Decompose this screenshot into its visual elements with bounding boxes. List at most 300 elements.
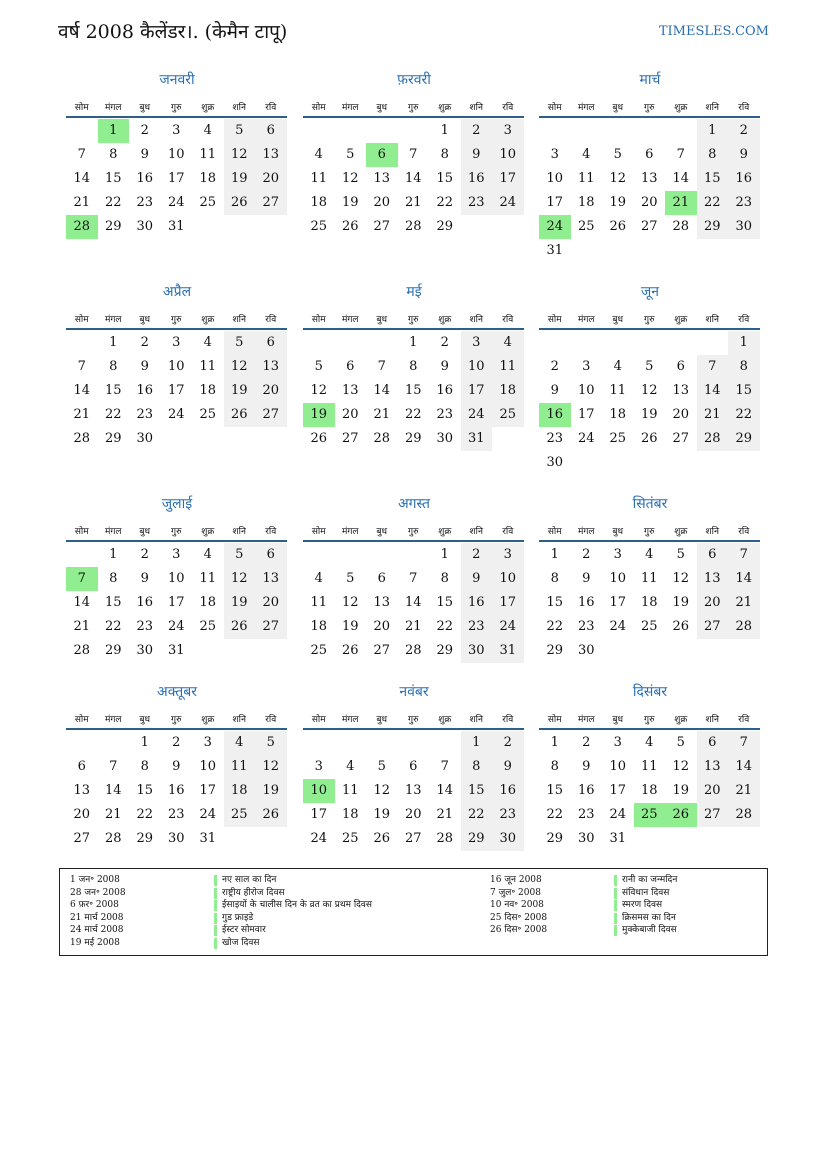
day-cell: 15 — [436, 171, 454, 186]
day-cell: 14 — [728, 755, 760, 779]
day-cell: 21 — [728, 779, 760, 803]
day-cell: 20 — [672, 407, 690, 422]
day-cell: 11 — [577, 171, 595, 186]
weekday-header — [303, 310, 524, 330]
day-cell: 17 — [310, 807, 328, 822]
day-cell: 25 — [341, 831, 359, 846]
holiday-date: 10 नव॰ 2008 — [490, 900, 544, 910]
weekday-label: शनि — [232, 315, 246, 325]
day-cell: 9 — [461, 143, 493, 167]
day-cell: 27 — [697, 615, 729, 639]
day-cell: 17 — [167, 383, 185, 398]
weekday-label: सोम — [311, 103, 326, 113]
weekday-label: गुरु — [171, 103, 182, 113]
day-cell-holiday: 28 — [66, 215, 98, 239]
day-cell: 18 — [341, 807, 359, 822]
holiday-marker — [214, 875, 217, 886]
day-cell: 8 — [550, 759, 559, 774]
day-cell: 26 — [341, 643, 359, 658]
day-cell: 23 — [136, 195, 154, 210]
site-link[interactable]: TIMESLES.COM — [658, 24, 769, 39]
day-cell: 3 — [492, 119, 524, 143]
day-cell: 4 — [645, 735, 654, 750]
weekday-header — [303, 710, 524, 730]
weekday-label: गुरु — [644, 527, 655, 537]
month-name: अक्तूबर — [157, 684, 197, 700]
day-cell: 31 — [492, 639, 524, 663]
day-cell: 27 — [697, 803, 729, 827]
day-cell: 8 — [109, 359, 118, 374]
day-cell: 9 — [492, 755, 524, 779]
day-cell: 8 — [109, 147, 118, 162]
day-cell: 14 — [104, 783, 122, 798]
weekday-label: सोम — [74, 715, 89, 725]
day-cell-holiday: 26 — [665, 803, 697, 827]
day-cell: 18 — [199, 383, 217, 398]
day-cell: 10 — [167, 571, 185, 586]
day-cell: 8 — [109, 571, 118, 586]
weekday-label: सोम — [547, 527, 562, 537]
holiday-marker — [614, 888, 617, 899]
day-cell: 6 — [255, 543, 287, 567]
day-cell: 20 — [697, 591, 729, 615]
day-cell: 10 — [577, 383, 595, 398]
month-name: जून — [640, 284, 660, 300]
day-cell: 27 — [672, 431, 690, 446]
weekday-header — [539, 710, 760, 730]
day-cell: 10 — [167, 359, 185, 374]
day-cell: 5 — [645, 359, 654, 374]
day-cell: 29 — [728, 427, 760, 451]
weekday-label: गुरु — [171, 715, 182, 725]
weekday-label: शनि — [469, 527, 483, 537]
day-cell: 20 — [255, 167, 287, 191]
day-cell: 30 — [167, 831, 185, 846]
day-cell: 11 — [199, 147, 217, 162]
day-cell: 1 — [109, 547, 118, 562]
day-cell: 13 — [404, 783, 422, 798]
day-cell: 15 — [104, 595, 122, 610]
day-cell: 13 — [640, 171, 658, 186]
weekday-label: रवि — [738, 315, 750, 325]
day-cell: 29 — [104, 643, 122, 658]
day-cell: 24 — [310, 831, 328, 846]
day-cell: 11 — [199, 359, 217, 374]
weekday-label: शुक्र — [201, 527, 215, 537]
day-cell: 21 — [404, 195, 422, 210]
month-name: अप्रैल — [162, 284, 192, 300]
holiday-name: संविधान दिवस — [622, 887, 670, 898]
day-cell: 7 — [728, 543, 760, 567]
weekday-label: गुरु — [644, 103, 655, 113]
day-cell: 18 — [199, 171, 217, 186]
day-cell: 16 — [436, 383, 454, 398]
month-name: नवंबर — [399, 684, 429, 700]
weekday-label: बुध — [612, 315, 624, 325]
day-cell: 4 — [224, 731, 256, 755]
holiday-date: 1 जन॰ 2008 — [70, 875, 120, 885]
day-cell: 29 — [136, 831, 154, 846]
day-cell: 3 — [492, 543, 524, 567]
month-name: सितंबर — [632, 496, 668, 512]
day-cell: 4 — [613, 359, 622, 374]
day-cell: 9 — [440, 359, 449, 374]
day-cell-holiday: 10 — [303, 779, 335, 803]
weekday-header — [303, 98, 524, 118]
day-cell: 3 — [172, 547, 181, 562]
day-cell: 27 — [255, 615, 287, 639]
day-cell: 29 — [697, 215, 729, 239]
day-cell: 24 — [167, 407, 185, 422]
day-cell: 1 — [440, 547, 449, 562]
day-cell: 2 — [728, 119, 760, 143]
day-cell: 9 — [140, 359, 149, 374]
day-cell: 12 — [373, 783, 391, 798]
day-cell: 7 — [440, 759, 449, 774]
day-cell: 29 — [546, 643, 564, 658]
day-cell: 4 — [203, 123, 212, 138]
day-cell: 2 — [550, 359, 559, 374]
day-cell: 20 — [697, 779, 729, 803]
day-cell: 19 — [224, 379, 256, 403]
day-cell: 23 — [546, 431, 564, 446]
day-cell: 7 — [377, 359, 386, 374]
day-cell: 21 — [73, 195, 91, 210]
weekday-label: गुरु — [644, 315, 655, 325]
weekday-label: मंगल — [104, 103, 122, 113]
day-cell: 24 — [492, 615, 524, 639]
day-cell: 4 — [203, 335, 212, 350]
day-cell: 19 — [255, 779, 287, 803]
weekday-label: रवि — [738, 103, 750, 113]
day-cell: 11 — [224, 755, 256, 779]
day-cell: 27 — [373, 643, 391, 658]
day-cell: 3 — [613, 547, 622, 562]
day-cell: 22 — [436, 195, 454, 210]
day-cell: 2 — [172, 735, 181, 750]
day-cell: 23 — [577, 619, 595, 634]
weekday-label: शनि — [705, 103, 719, 113]
day-cell: 17 — [167, 171, 185, 186]
weekday-label: बुध — [612, 103, 624, 113]
day-cell: 27 — [255, 191, 287, 215]
day-cell: 20 — [640, 195, 658, 210]
day-cell: 22 — [728, 403, 760, 427]
day-cell: 19 — [341, 195, 359, 210]
day-cell: 12 — [672, 571, 690, 586]
day-cell: 9 — [550, 383, 559, 398]
day-cell: 2 — [140, 547, 149, 562]
weekday-label: बुध — [139, 715, 151, 725]
day-cell: 14 — [73, 171, 91, 186]
day-cell: 24 — [167, 619, 185, 634]
day-cell: 21 — [104, 807, 122, 822]
day-cell: 4 — [314, 571, 323, 586]
weekday-label: बुध — [612, 715, 624, 725]
weekday-label: शनि — [232, 103, 246, 113]
day-cell: 7 — [109, 759, 118, 774]
day-cell: 17 — [546, 195, 564, 210]
weekday-label: शनि — [232, 527, 246, 537]
day-cell: 15 — [104, 383, 122, 398]
day-cell: 14 — [73, 595, 91, 610]
day-cell: 19 — [224, 591, 256, 615]
day-cell: 21 — [73, 407, 91, 422]
day-cell: 22 — [404, 407, 422, 422]
day-cell: 6 — [676, 359, 685, 374]
weekday-label: शनि — [705, 715, 719, 725]
day-cell: 23 — [461, 615, 493, 639]
day-cell: 22 — [697, 191, 729, 215]
weekday-header — [66, 310, 287, 330]
weekday-label: गुरु — [408, 315, 419, 325]
day-cell: 27 — [373, 219, 391, 234]
day-cell: 20 — [73, 807, 91, 822]
day-cell: 9 — [582, 571, 591, 586]
day-cell: 16 — [728, 167, 760, 191]
day-cell: 30 — [546, 455, 564, 470]
month-name: अगस्त — [397, 496, 430, 512]
day-cell: 24 — [577, 431, 595, 446]
weekday-header — [66, 710, 287, 730]
day-cell: 5 — [224, 119, 256, 143]
day-cell: 24 — [199, 807, 217, 822]
day-cell: 28 — [672, 219, 690, 234]
day-cell: 16 — [577, 595, 595, 610]
holiday-date: 16 जून 2008 — [490, 875, 542, 885]
day-cell: 5 — [346, 147, 355, 162]
day-cell: 26 — [310, 431, 328, 446]
day-cell: 23 — [461, 191, 493, 215]
weekday-label: रवि — [738, 715, 750, 725]
day-cell: 20 — [373, 195, 391, 210]
day-cell: 13 — [255, 355, 287, 379]
day-cell: 13 — [73, 783, 91, 798]
day-cell: 29 — [436, 643, 454, 658]
day-cell: 24 — [461, 403, 493, 427]
day-cell: 20 — [404, 807, 422, 822]
weekday-header — [539, 522, 760, 542]
day-cell: 25 — [492, 403, 524, 427]
day-cell: 13 — [373, 595, 391, 610]
weekday-label: सोम — [547, 315, 562, 325]
weekday-label: गुरु — [408, 715, 419, 725]
day-cell: 12 — [224, 355, 256, 379]
holiday-name: ईस्टर सोमवार — [222, 925, 266, 935]
day-cell: 23 — [167, 807, 185, 822]
day-cell: 23 — [436, 407, 454, 422]
day-cell: 27 — [640, 219, 658, 234]
weekday-label: शनि — [705, 527, 719, 537]
day-cell: 26 — [640, 431, 658, 446]
holiday-marker — [214, 888, 217, 899]
day-cell: 28 — [373, 431, 391, 446]
day-cell: 7 — [77, 147, 86, 162]
day-cell: 4 — [314, 147, 323, 162]
day-cell: 29 — [461, 827, 493, 851]
day-cell: 2 — [582, 547, 591, 562]
day-cell: 12 — [609, 171, 627, 186]
day-cell: 15 — [546, 783, 564, 798]
day-cell: 23 — [136, 407, 154, 422]
day-cell: 6 — [255, 331, 287, 355]
day-cell: 20 — [255, 591, 287, 615]
month-name: फ़रवरी — [397, 72, 431, 88]
weekday-label: बुध — [376, 103, 388, 113]
weekday-label: बुध — [376, 315, 388, 325]
holiday-date: 21 मार्च 2008 — [70, 912, 124, 923]
day-cell: 7 — [409, 147, 418, 162]
month-name: मार्च — [639, 72, 661, 88]
day-cell: 30 — [136, 431, 154, 446]
day-cell: 20 — [341, 407, 359, 422]
day-cell: 19 — [672, 595, 690, 610]
day-cell: 10 — [492, 143, 524, 167]
weekday-header — [66, 98, 287, 118]
weekday-label: शुक्र — [438, 103, 452, 113]
day-cell: 23 — [577, 807, 595, 822]
day-cell: 26 — [373, 831, 391, 846]
day-cell: 3 — [550, 147, 559, 162]
holiday-marker — [214, 900, 217, 911]
weekday-header — [303, 522, 524, 542]
day-cell: 29 — [546, 831, 564, 846]
holiday-date: 26 दिस॰ 2008 — [490, 925, 548, 935]
day-cell: 6 — [645, 147, 654, 162]
day-cell: 19 — [640, 407, 658, 422]
day-cell: 6 — [77, 759, 86, 774]
day-cell: 7 — [697, 355, 729, 379]
holiday-date: 7 जुल॰ 2008 — [490, 887, 541, 898]
day-cell: 1 — [728, 331, 760, 355]
day-cell: 30 — [492, 827, 524, 851]
day-cell: 29 — [436, 219, 454, 234]
day-cell: 7 — [676, 147, 685, 162]
day-cell: 15 — [436, 595, 454, 610]
day-cell: 29 — [104, 219, 122, 234]
day-cell: 3 — [172, 335, 181, 350]
weekday-label: गुरु — [408, 103, 419, 113]
day-cell: 25 — [577, 219, 595, 234]
day-cell-holiday: 19 — [303, 403, 335, 427]
day-cell: 17 — [199, 783, 217, 798]
day-cell: 12 — [310, 383, 328, 398]
day-cell: 8 — [140, 759, 149, 774]
day-cell: 29 — [104, 431, 122, 446]
holiday-marker — [214, 938, 217, 949]
day-cell: 16 — [461, 591, 493, 615]
weekday-label: शुक्र — [674, 715, 688, 725]
day-cell: 6 — [255, 119, 287, 143]
day-cell: 26 — [224, 403, 256, 427]
weekday-label: सोम — [311, 715, 326, 725]
day-cell-holiday: 7 — [66, 567, 98, 591]
day-cell: 5 — [377, 759, 386, 774]
day-cell: 22 — [546, 619, 564, 634]
weekday-label: मंगल — [104, 315, 122, 325]
day-cell: 6 — [346, 359, 355, 374]
day-cell: 11 — [640, 571, 658, 586]
day-cell: 8 — [550, 571, 559, 586]
day-cell: 11 — [609, 383, 627, 398]
day-cell: 2 — [440, 335, 449, 350]
day-cell-holiday: 16 — [539, 403, 571, 427]
day-cell: 30 — [461, 639, 493, 663]
day-cell: 15 — [728, 379, 760, 403]
day-cell: 8 — [409, 359, 418, 374]
weekday-label: रवि — [265, 103, 277, 113]
day-cell: 9 — [172, 759, 181, 774]
holiday-name: मुक्केबाजी दिवस — [622, 925, 677, 935]
day-cell: 1 — [140, 735, 149, 750]
day-cell: 18 — [310, 195, 328, 210]
day-cell: 2 — [140, 123, 149, 138]
day-cell: 21 — [73, 619, 91, 634]
day-cell: 26 — [341, 219, 359, 234]
day-cell: 21 — [436, 807, 454, 822]
holiday-marker — [214, 925, 217, 936]
day-cell: 12 — [224, 567, 256, 591]
holiday-marker — [614, 900, 617, 911]
day-cell: 2 — [461, 543, 493, 567]
weekday-header — [539, 98, 760, 118]
day-cell: 1 — [409, 335, 418, 350]
day-cell: 19 — [609, 195, 627, 210]
day-cell: 11 — [640, 759, 658, 774]
day-cell: 14 — [697, 379, 729, 403]
holiday-name: क्रिसमस का दिन — [622, 912, 676, 923]
day-cell-holiday: 24 — [539, 215, 571, 239]
day-cell: 14 — [373, 383, 391, 398]
weekday-label: शुक्र — [438, 527, 452, 537]
day-cell: 25 — [609, 431, 627, 446]
weekday-label: गुरु — [408, 527, 419, 537]
day-cell: 10 — [199, 759, 217, 774]
day-cell: 15 — [697, 167, 729, 191]
day-cell: 6 — [697, 731, 729, 755]
weekday-label: शनि — [705, 315, 719, 325]
day-cell: 27 — [404, 831, 422, 846]
weekday-label: मंगल — [577, 103, 595, 113]
day-cell: 5 — [613, 147, 622, 162]
day-cell: 21 — [404, 619, 422, 634]
weekday-label: गुरु — [171, 315, 182, 325]
day-cell: 11 — [492, 355, 524, 379]
day-cell: 26 — [255, 803, 287, 827]
day-cell: 9 — [140, 571, 149, 586]
day-cell: 5 — [346, 571, 355, 586]
day-cell: 11 — [341, 783, 359, 798]
day-cell: 4 — [346, 759, 355, 774]
day-cell: 15 — [104, 171, 122, 186]
day-cell: 13 — [255, 567, 287, 591]
day-cell: 28 — [404, 643, 422, 658]
day-cell: 8 — [697, 143, 729, 167]
weekday-label: गुरु — [644, 715, 655, 725]
day-cell: 28 — [728, 615, 760, 639]
day-cell: 19 — [672, 783, 690, 798]
day-cell: 1 — [697, 119, 729, 143]
day-cell: 4 — [492, 331, 524, 355]
day-cell: 1 — [550, 547, 559, 562]
weekday-label: रवि — [502, 715, 514, 725]
holiday-date: 28 जन॰ 2008 — [70, 887, 126, 898]
day-cell: 2 — [582, 735, 591, 750]
day-cell: 2 — [140, 335, 149, 350]
day-cell: 31 — [199, 831, 217, 846]
day-cell: 25 — [310, 643, 328, 658]
holiday-date: 19 मई 2008 — [70, 937, 120, 948]
